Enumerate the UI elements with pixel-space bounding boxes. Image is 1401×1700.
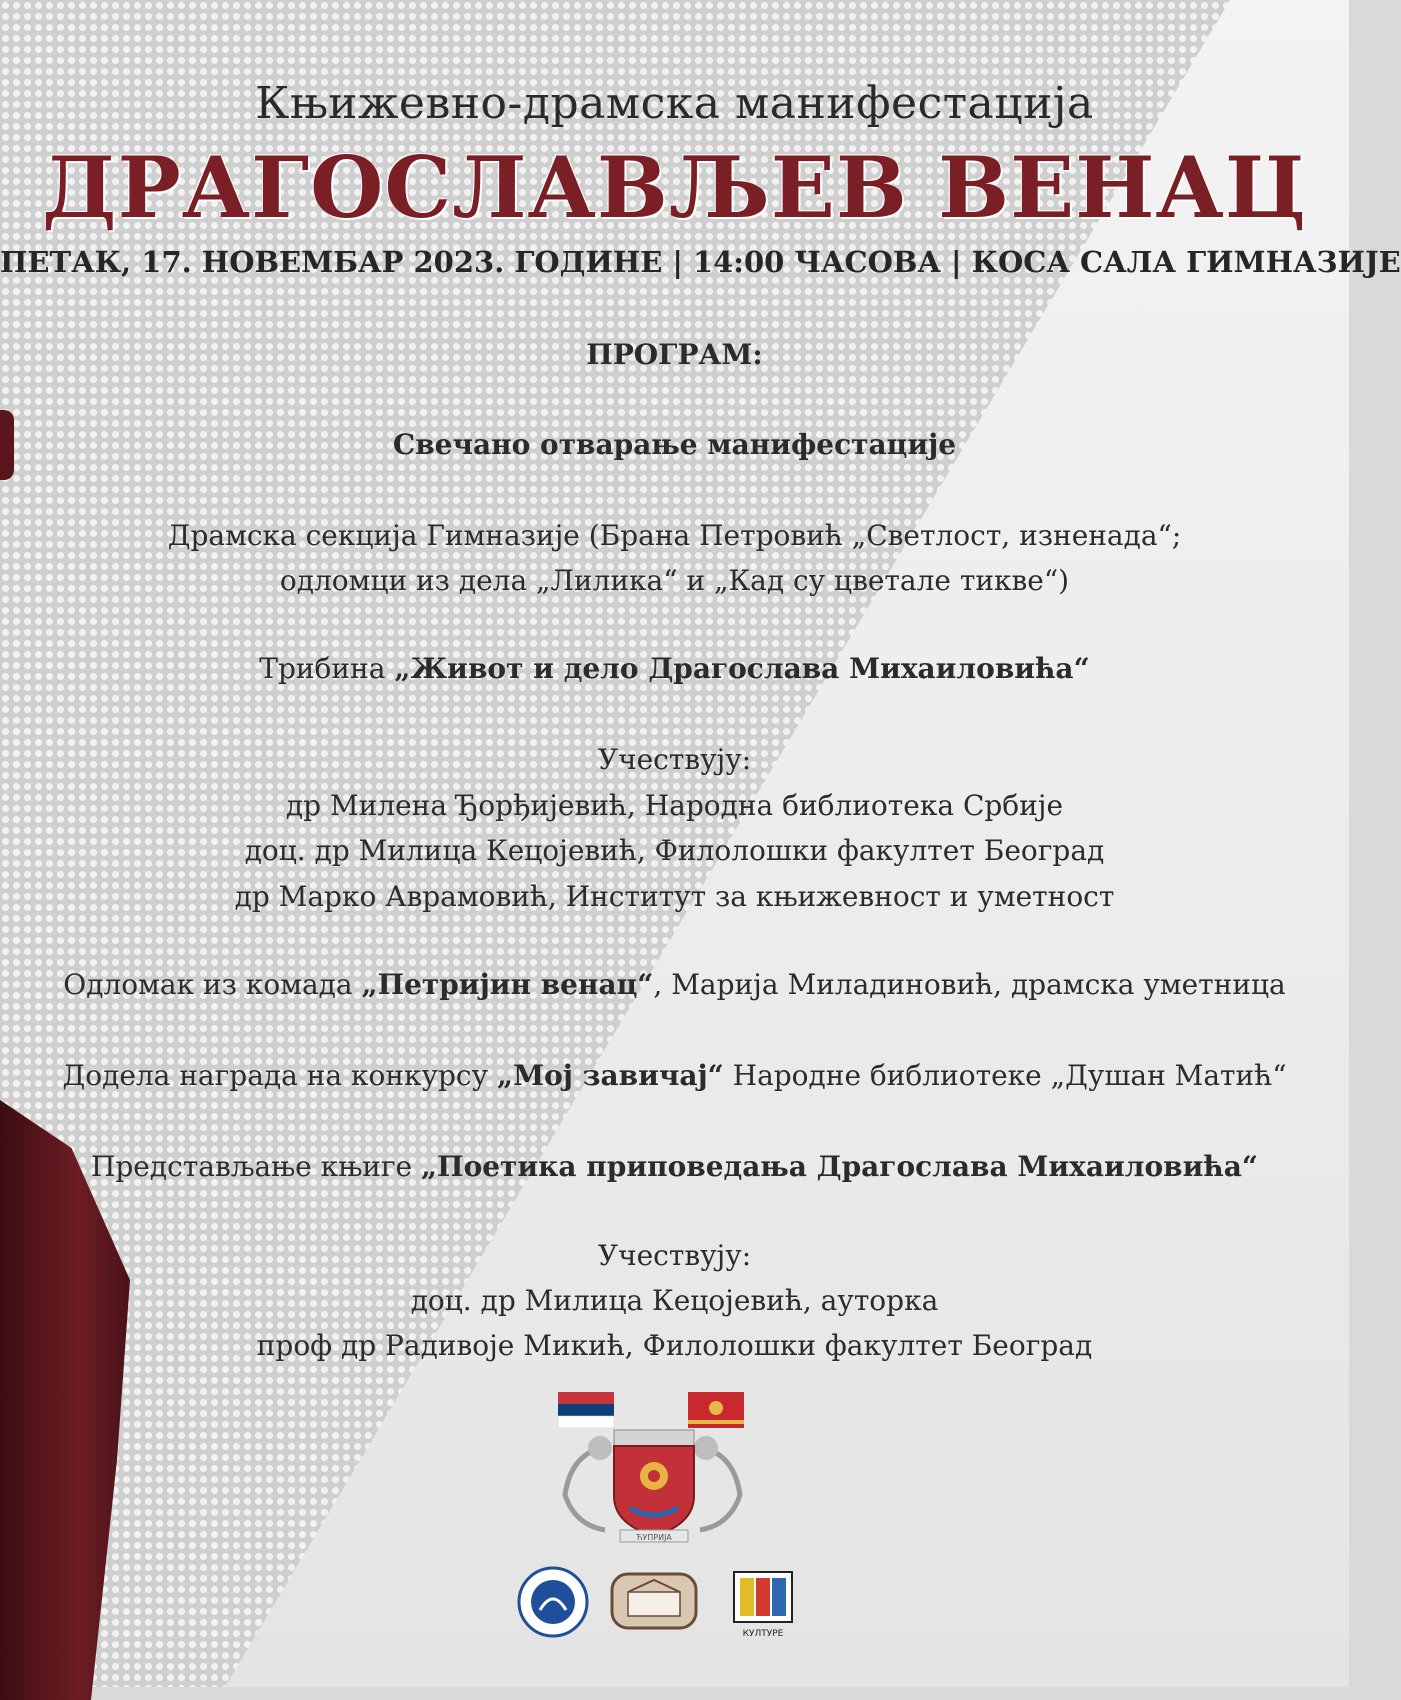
participants-label: Учествују: (597, 1239, 752, 1272)
separator: | (951, 245, 962, 279)
coat-of-arms-banner: ЋУПРИЈА (636, 1533, 672, 1542)
awards-suffix: Народне библиотеке „Душан Матић“ (723, 1059, 1287, 1092)
event-time: 14:00 ЧАСОВА (692, 245, 942, 279)
municipal-flag-icon (688, 1392, 744, 1428)
excerpt-suffix: , Марија Миладиновић, драмска уметница (653, 968, 1286, 1001)
library-logo-icon (519, 1568, 587, 1636)
program-opening: Свечано отварање манифестације (392, 428, 957, 461)
participant: доц. др Милица Кецојевић, Филолошки факултет Београд (244, 834, 1105, 867)
event-subtitle: Књижевно-драмска манифестација (255, 78, 1094, 129)
tribune-title: „Живот и дело Драгослава Михаиловића“ (394, 652, 1090, 685)
culture-logo-text: КУЛТУРЕ (742, 1629, 784, 1639)
coat-of-arms-icon (565, 1430, 740, 1542)
participant: др Марко Аврамовић, Институт за књижевност и уметност (234, 880, 1115, 913)
participants-label: Учествују: (597, 743, 752, 776)
participant: доц. др Милица Кецојевић, ауторка (410, 1284, 939, 1317)
book-prefix: Представљање књиге (90, 1150, 422, 1183)
awards-prefix: Додела награда на конкурсу (62, 1059, 497, 1092)
separator: | (672, 245, 683, 279)
event-date: ПЕТАК, 17. НОВЕМБАР 2023. ГОДИНЕ (0, 245, 663, 279)
program-drama-line-1: Драмска секција Гимназије (Брана Петровић „Светлост, изненада“; (167, 519, 1182, 552)
awards-title: „Мој завичај“ (496, 1059, 724, 1092)
book-title: „Поетика приповедања Драгослава Михаиловића“ (421, 1150, 1259, 1183)
tribune-prefix: Трибина (259, 652, 395, 685)
serbian-flag-icon (558, 1392, 614, 1428)
event-venue: КОСА САЛА ГИМНАЗИЈЕ (971, 245, 1401, 279)
program-drama-line-2: одломци из дела „Лилика“ и „Кад су цветале тикве“) (279, 564, 1070, 597)
event-title: ДРАГОСЛАВЉЕВ ВЕНАЦ (41, 138, 1308, 237)
gymnasium-logo-icon (612, 1574, 696, 1628)
participant: др Милена Ђорђијевић, Народна библиотека Србије (285, 789, 1064, 822)
participant: проф др Радивоје Микић, Филолошки факултет Београд (256, 1329, 1093, 1362)
program-heading: ПРОГРАМ: (586, 338, 763, 371)
excerpt-title: „Петријин венац“ (361, 968, 654, 1001)
excerpt-prefix: Одломак из комада (63, 968, 362, 1001)
culture-center-logo-icon (734, 1572, 792, 1639)
